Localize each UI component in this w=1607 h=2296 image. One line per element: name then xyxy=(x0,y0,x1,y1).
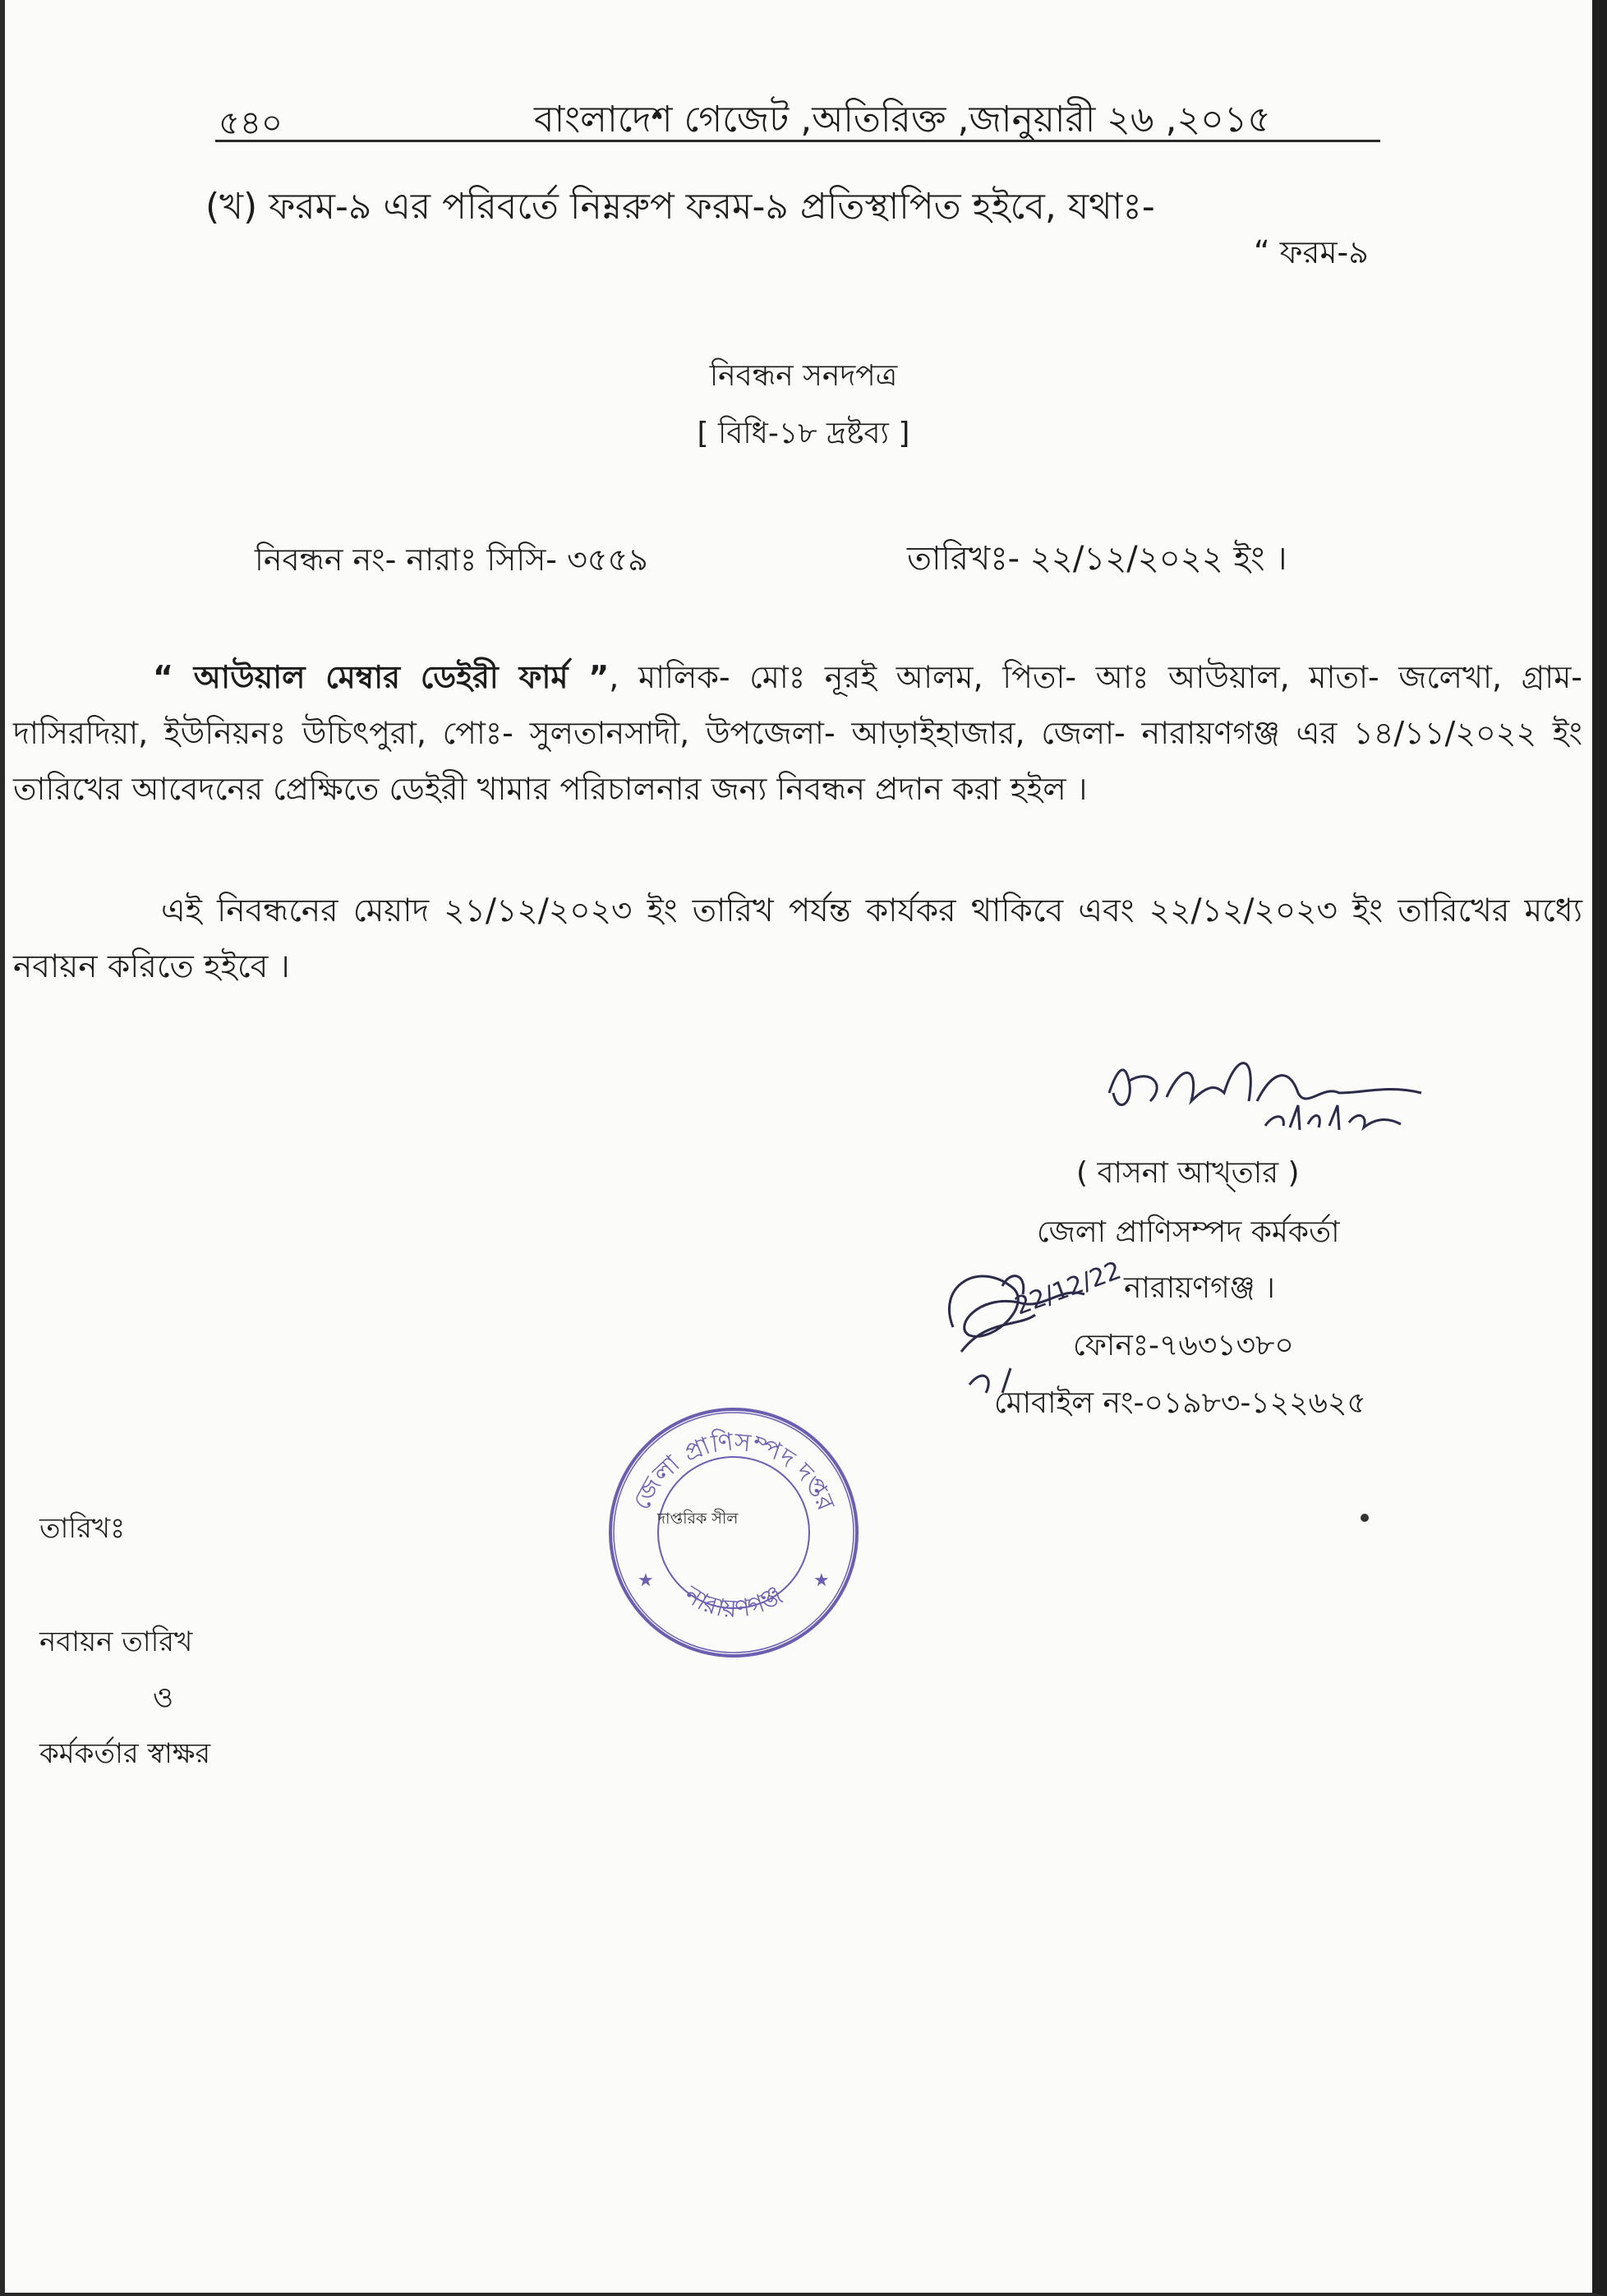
certificate-paragraph-1 xyxy=(13,649,1582,817)
farm-name: “ আউয়াল মেম্বার ডেইরী ফার্ম ” xyxy=(153,659,610,695)
certificate-paragraph-2: এই নিবন্ধনের মেয়াদ ২১/১২/২০২৩ ইং তারিখ পর্যন্ত কার্যকর থাকিবে এবং ২২/১২/২০২৩ ইং তারিখের মধ্যে নবায়ন করিতে হইবে । xyxy=(13,892,1582,985)
signatory-district: নারায়ণগঞ্জ । xyxy=(1124,1271,1275,1305)
certificate-title: নিবন্ধন সনদপত্র xyxy=(709,359,898,393)
footer-date-label: তারিখঃ xyxy=(39,1512,126,1545)
signatory-designation: জেলা প্রাণিসম্পদ কর্মকর্তা xyxy=(1037,1215,1340,1249)
footer-renewal-label: নবায়ন তারিখ xyxy=(39,1625,193,1658)
footer-officer-sign-label: কর্মকর্তার স্বাক্ষর xyxy=(39,1737,211,1770)
seal-center-text: দাপ্তরিক সীল xyxy=(657,1510,739,1528)
header-rule xyxy=(215,140,1380,142)
svg-text:নারায়ণগঞ্জ xyxy=(679,1580,788,1624)
handwritten-signature xyxy=(1093,1035,1446,1159)
seal-ring-text: জেলা প্রাণিসম্পদ দপ্তর xyxy=(627,1427,840,1515)
signatory-phone: ফোনঃ-৭৬৩১৩৮০ xyxy=(1073,1329,1294,1362)
gazette-title: বাংলাদেশ গেজেট ,অতিরিক্ত ,জানুয়ারী ২৬ ,২০১৫ xyxy=(534,99,1271,141)
signatory-name: ( বাসনা আখ্তার ) xyxy=(1076,1156,1300,1190)
rule-reference: [ বিধি-১৮ দ্রষ্টব্য ] xyxy=(697,417,910,450)
seal-bottom-text: নারায়ণগঞ্জ xyxy=(679,1580,788,1624)
initial-signature xyxy=(920,1237,1150,1413)
seal-star-left: ★ xyxy=(638,1570,654,1591)
replacement-line: (খ) ফরম-৯ এর পরিবর্তে নিম্নরুপ ফরম-৯ প্রতিস্থাপিত হইবে, যথাঃ- xyxy=(205,186,1155,228)
page-number: ৫৪০ xyxy=(219,104,283,142)
registration-date: তারিখঃ- ২২/১২/২০২২ ইং । xyxy=(907,540,1287,578)
paragraph-1-text: , মালিক- মোঃ নূরই আলম, পিতা- আঃ আউয়াল, মাতা- জলেখা, গ্রাম- দাসিরদিয়া, ইউনিয়নঃ উচিৎপুরা, পোঃ- সুলতানসাদী, উপজেলা- আড়াইহাজার, জেলা- নারায়ণগঞ্জ এর ১৪/১১/২০২২ ইং তারিখের আবেদনের প্রেক্ষিতে ডেইরী খামার পরিচালনার জন্য নিবন্ধন প্রদান করা হইল । xyxy=(13,659,1583,807)
registration-number: নিবন্ধন নং- নারাঃ সিসি- ৩৫৫৯ xyxy=(255,542,648,578)
footer-and-label: ও xyxy=(153,1681,174,1714)
handwritten-date: 22/12/22 xyxy=(1011,1256,1126,1321)
ink-dot xyxy=(1361,1514,1369,1522)
form-reference: “ ফরম-৯ xyxy=(1254,234,1369,270)
seal-star-right: ★ xyxy=(813,1570,830,1591)
svg-text:জেলা প্রাণিসম্পদ দপ্তর xyxy=(627,1427,840,1515)
signatory-mobile: মোবাইল নং-০১৯৮৩-১২২৬২৫ xyxy=(994,1386,1366,1420)
